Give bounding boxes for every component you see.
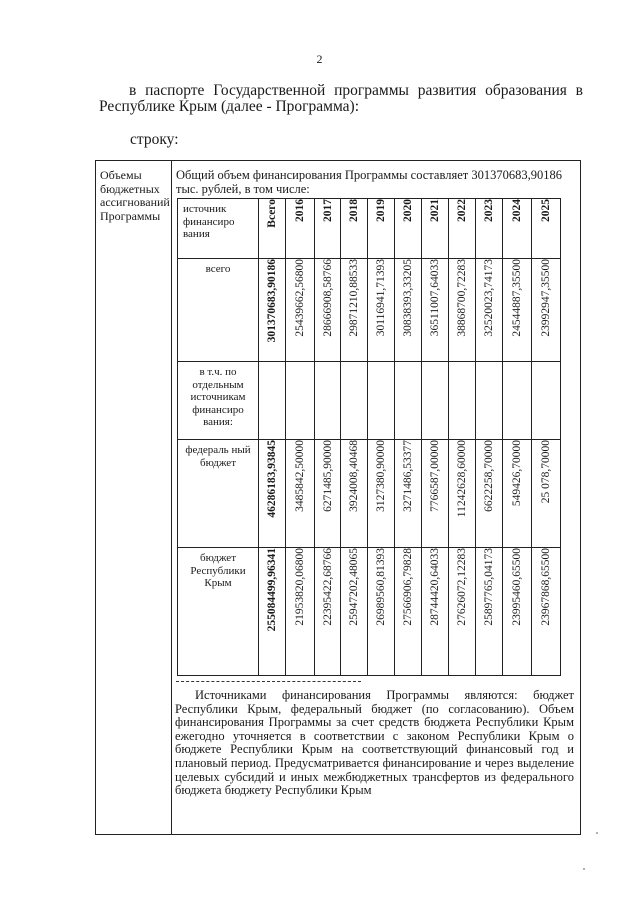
row-label: Объемы бюджетных ассигнований Программы: [100, 168, 170, 223]
table-cell: [315, 362, 341, 440]
table-cell: 549426,70000: [503, 440, 532, 548]
column-header: 2016: [286, 199, 315, 259]
column-header: 2017: [315, 199, 341, 259]
table-cell: [341, 362, 368, 440]
stroku-label: строку:: [130, 131, 179, 148]
column-header: 2024: [503, 199, 532, 259]
table-cell: 3127380,90000: [368, 440, 395, 548]
table-cell: 25897765,04173: [476, 548, 503, 676]
sources-paragraph: Источниками финансирования Программы являются: бюджет Республики Крым, федеральный бюджет (по согласованию). Объем финансирования Программы за счет средств бюджета Республики Крым ежегодно уточняется в соответствии с законом Республики Крым о бюджете Республики Крым на соответствующий финансовый год и плановый период. Предусматривается финансирование и через выделение целевых субсидий и иных межбюджетных трансфертов из федерального бюджета бюджету Республики Крым: [175, 688, 574, 798]
table-cell: 24544887,35500: [503, 259, 532, 362]
column-header: 2021: [422, 199, 449, 259]
table-cell: [422, 362, 449, 440]
table-cell: 27626072,12283: [449, 548, 476, 676]
intro-paragraph: в паспорте Государственной программы развития образования в Республике Крым (далее - Программа):: [99, 82, 583, 115]
table-cell: 3485842,50000: [286, 440, 315, 548]
table-cell: 22395422,68766: [315, 548, 341, 676]
table-cell: 6622258,70000: [476, 440, 503, 548]
table-cell: 29871210,88533: [341, 259, 368, 362]
table-cell: 36511007,64033: [422, 259, 449, 362]
table-cell: 25 078,70000: [532, 440, 561, 548]
column-header: 2022: [449, 199, 476, 259]
table-cell: 255084499,96341: [259, 548, 286, 676]
header-source-cell: источник финансиро вания: [178, 199, 259, 259]
row-label-crimea: бюджет Республики Крым: [178, 548, 259, 676]
separator-dashes: [176, 681, 361, 682]
passport-row-box: [95, 160, 581, 835]
page-number: 2: [316, 52, 323, 66]
table-cell: 301370683,90186: [259, 259, 286, 362]
table-cell: 7766587,00000: [422, 440, 449, 548]
table-cell: 23995460,65500: [503, 548, 532, 676]
table-cell: 28666908,58766: [315, 259, 341, 362]
row-divider: [171, 161, 172, 834]
table-cell: 11242628,60000: [449, 440, 476, 548]
column-header: 2018: [341, 199, 368, 259]
table-cell: [532, 362, 561, 440]
header-row: [178, 199, 561, 259]
table-row: [178, 362, 561, 440]
table-cell: 26989560,81393: [368, 548, 395, 676]
table-cell: 46286183,93845: [259, 440, 286, 548]
table-cell: 6271485,90000: [315, 440, 341, 548]
row-label-federal: федераль ный бюджет: [178, 440, 259, 548]
table-cell: 27566906,79828: [395, 548, 422, 676]
table-cell: 38868700,72283: [449, 259, 476, 362]
table-cell: 23992947,35500: [532, 259, 561, 362]
table-cell: 25439662,56800: [286, 259, 315, 362]
table-cell: [368, 362, 395, 440]
table-cell: [286, 362, 315, 440]
column-header: 2020: [395, 199, 422, 259]
table-row: [178, 440, 561, 548]
scan-speck: [596, 832, 598, 834]
table-cell: 21953820,06800: [286, 548, 315, 676]
table-cell: [503, 362, 532, 440]
table-cell: 23967868,65500: [532, 548, 561, 676]
table-cell: 28744420,64033: [422, 548, 449, 676]
financing-table: [177, 198, 561, 676]
table-cell: [476, 362, 503, 440]
table-cell: [449, 362, 476, 440]
column-header: 2023: [476, 199, 503, 259]
column-header: Всего: [259, 199, 286, 259]
row-label-total: всего: [178, 259, 259, 362]
table-cell: 30838393,33205: [395, 259, 422, 362]
table-cell: [395, 362, 422, 440]
table-cell: 25947202,48065: [341, 548, 368, 676]
table-cell: 3924008,40468: [341, 440, 368, 548]
table-cell: [259, 362, 286, 440]
table-row: [178, 548, 561, 676]
table-row: [178, 259, 561, 362]
column-header: 2019: [368, 199, 395, 259]
scan-speck: [583, 868, 585, 870]
row-label-subheading: в т.ч. по отдельным источникам финансиро вания:: [178, 362, 259, 440]
table-cell: 30116941,71393: [368, 259, 395, 362]
column-header: 2025: [532, 199, 561, 259]
summary-text: Общий объем финансирования Программы составляет 301370683,90186 тыс. рублей, в том числе:: [176, 168, 562, 196]
table-cell: 3271486,53377: [395, 440, 422, 548]
table-cell: 32520023,74173: [476, 259, 503, 362]
